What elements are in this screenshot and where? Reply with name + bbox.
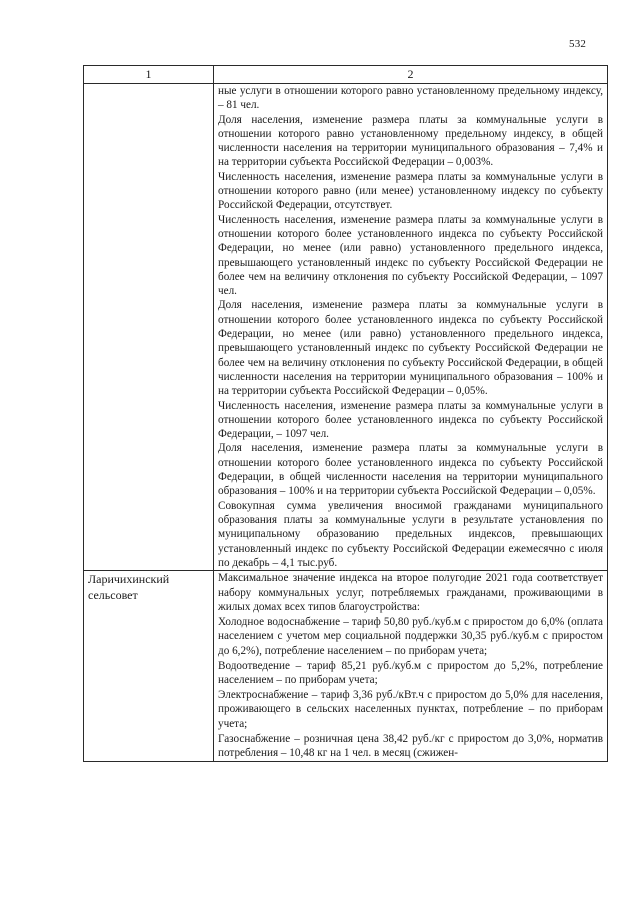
paragraph: Доля населения, изменение размера платы за коммунальные услуги в отношении которого равно установленному предельному индексу, в общей численности населения на территории муниципального образования – 7,4% и на территории субъекта Российской Федерации – 0,003%.: [218, 113, 603, 169]
description-cell: [214, 84, 608, 571]
paragraph: Максимальное значение индекса на второе полугодие 2021 года соответствует набору коммунальных услуг, потребляемых гражданами, проживающими в жилых домах всех типов благоустройства:: [218, 572, 603, 614]
paragraph: Газоснабжение – розничная цена 38,42 руб./кг с приростом до 3,0%, норматив потребления – 10,48 кг на 1 чел. в месяц (сжижен-: [218, 732, 603, 760]
column-header-1: 1: [84, 66, 214, 84]
paragraph: Численность населения, изменение размера платы за коммунальные услуги в отношении которого более установленного индекса по субъекту Российской Федерации, – 1097 чел.: [218, 399, 603, 441]
description-cell: [214, 571, 608, 762]
paragraph: Холодное водоснабжение – тариф 50,80 руб./куб.м с приростом до 6,0% (оплата населением с учетом мер социальной поддержки 30,35 руб./куб.м с приростом до 6,2%), потребление населением – по приборам учета;: [218, 615, 603, 658]
paragraph: ные услуги в отношении которого равно установленному предельному индексу, – 81 чел.: [218, 85, 603, 112]
paragraph: Водоотведение – тариф 85,21 руб./куб.м с приростом до 5,2%, потребление населением – по приборам учета;: [218, 659, 603, 687]
municipality-cell: [84, 84, 214, 571]
paragraph: Численность населения, изменение размера платы за коммунальные услуги в отношении которого равно (или менее) установленному индексу по субъекту Российской Федерации, отсутствует.: [218, 170, 603, 212]
paragraph: Доля населения, изменение размера платы за коммунальные услуги в отношении которого более установленного индекса по субъекту Российской Федерации, в общей численности населения на территории муниципального образования – 100% и на территории субъекта Российской Федерации – 0,05%.: [218, 442, 603, 498]
table-row: [84, 84, 608, 571]
document-table: [83, 65, 608, 762]
paragraph: Численность населения, изменение размера платы за коммунальные услуги в отношении которого более установленного индекса по субъекту Российской Федерации, но менее (или равно) установленного предельного индекса, превышающего установленный индекс по субъекту Российской Федерации не более чем на величину отклонения по субъекту Российской Федерации, – 1097 чел.: [218, 213, 603, 298]
table-header-row: [84, 66, 608, 84]
column-header-2: 2: [214, 66, 608, 84]
paragraph: Доля населения, изменение размера платы за коммунальные услуги в отношении которого более установленного индекса по субъекту Российской Федерации, но менее (или равно) установленного предельного индекса, превышающего установленный индекс по субъекту Российской Федерации не более чем на величину отклонения по субъекту Российской Федерации, в общей численности населения на территории муниципального образования – 100% и на территории субъекта Российской Федерации – 0,05%.: [218, 299, 603, 398]
paragraph: Совокупная сумма увеличения вносимой гражданами муниципального образования платы за коммунальные услуги в результате установления по муниципальному образованию предельных индексов, превышающих установленный индекс по субъекту Российской Федерации ежемесячно с июля по декабрь – 4,1 тыс.руб.: [218, 499, 603, 569]
municipality-cell: Ларичихинский сельсовет: [84, 571, 214, 762]
page-number: 532: [569, 38, 587, 50]
paragraph: Электроснабжение – тариф 3,36 руб./кВт.ч с приростом до 5,0% для населения, проживающего в сельских населенных пунктах, потребление – по приборам учета;: [218, 688, 603, 731]
table-row: [84, 571, 608, 762]
